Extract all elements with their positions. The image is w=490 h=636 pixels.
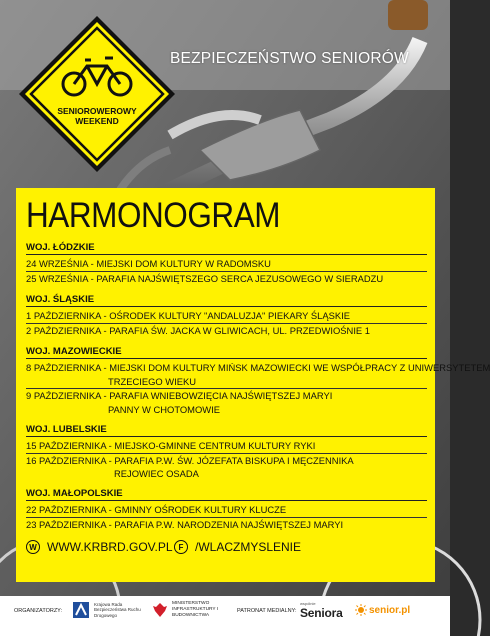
event-date: 23 PAŹDZIERNIKA	[26, 518, 107, 530]
senior-pl-text: senior.pl	[369, 604, 411, 616]
dash: -	[90, 258, 94, 269]
event-place-continued: PANNY W CHOTOMOWIE	[108, 403, 220, 415]
event-place: MIEJSKO-GMINNE CENTRUM KULTURY RYKI	[114, 440, 316, 451]
schedule-row	[26, 518, 427, 532]
dash: -	[103, 390, 107, 401]
dash: -	[103, 310, 107, 321]
schedule-row	[26, 389, 427, 403]
event-date: 8 PAŹDZIERNIKA	[26, 362, 101, 373]
region-section	[26, 294, 427, 337]
region-label: WOJ. MAZOWIECKIE	[26, 346, 427, 359]
event-place: GMINNY OŚRODEK KULTURY KLUCZE	[114, 504, 287, 515]
event-date: 22 PAŹDZIERNIKA	[26, 504, 107, 515]
event-place: PARAFIA P.W. ŚW. JÓZEFATA BISKUPA I MĘCZENNIKA	[114, 454, 354, 466]
region-label: WOJ. MAŁOPOLSKIE	[26, 488, 427, 501]
seniora-logo	[300, 601, 343, 620]
event-place: PARAFIA ŚW. JACKA W GLIWICACH, UL. PRZEDWIOŚNIE 1	[109, 324, 370, 336]
event-place: MIEJSKI DOM KULTURY W RADOMSKU	[96, 258, 271, 269]
region-section	[26, 346, 490, 416]
header-title: BEZPIECZEŃSTWO SENIORÓW	[170, 50, 409, 67]
event-date: 25 WRZEŚNIA	[26, 272, 88, 284]
event-date: 16 PAŹDZIERNIKA	[26, 454, 107, 466]
website-link[interactable]	[26, 540, 173, 554]
schedule-panel	[16, 188, 490, 582]
senior-pl-logo	[355, 604, 410, 616]
event-date: 24 WRZEŚNIA	[26, 258, 88, 269]
facebook-icon: F	[174, 540, 188, 554]
event-date: 15 PAŹDZIERNIKA	[26, 440, 107, 451]
event-place: PARAFIA NAJŚWIĘTSZEGO SERCA JEZUSOWEGO W SIERADZU	[96, 272, 384, 284]
schedule-row	[26, 309, 427, 324]
links-bar	[24, 540, 424, 564]
warning-sign	[17, 14, 177, 174]
region-section	[26, 242, 427, 285]
event-place: PARAFIA P.W. NARODZENIA NAJŚWIĘTSZEJ MARYI	[114, 518, 344, 530]
schedule-row	[26, 272, 427, 286]
region-label: WOJ. ŚLĄSKIE	[26, 294, 427, 307]
patronage-label: PATRONAT MEDIALNY:	[237, 608, 297, 614]
sign-line1: SENIOROWEROWY	[57, 106, 137, 116]
region-label: WOJ. LUBELSKIE	[26, 424, 427, 437]
www-icon: W	[26, 540, 40, 554]
ministry-text: MINISTERSTWO INFRASTRUKTURY I BUDOWNICTWA	[172, 601, 219, 618]
footer	[0, 596, 450, 636]
ministry-logo	[152, 601, 234, 619]
event-place: MIEJSKI DOM KULTURY MIŃSK MAZOWIECKI WE WSPÓŁPRACY Z UNIWERSYTETEM	[109, 362, 490, 373]
event-place-continued: TRZECIEGO WIEKU	[26, 375, 427, 390]
region-section	[26, 424, 427, 481]
organizers-label: ORGANIZATORZY:	[14, 608, 63, 614]
region-label: WOJ. ŁÓDZKIE	[26, 242, 427, 255]
sun-icon	[355, 604, 367, 616]
schedule-title: HARMONOGRAM	[26, 196, 281, 235]
schedule-row	[26, 361, 490, 375]
dash: -	[108, 454, 112, 466]
schedule-row	[26, 503, 427, 518]
event-date: 2 PAŹDZIERNIKA	[26, 324, 101, 336]
event-date: 1 PAŹDZIERNIKA	[26, 310, 101, 321]
schedule-row	[26, 439, 427, 454]
event-place-continued: REJOWIEC OSADA	[114, 468, 199, 479]
seniora-small-text: wspólnie	[300, 601, 316, 606]
facebook-link[interactable]	[174, 540, 301, 554]
dash: -	[90, 272, 94, 284]
event-date: 9 PAŹDZIERNIKA	[26, 390, 101, 401]
sign-line2: WEEKEND	[75, 116, 119, 126]
krbrd-icon	[72, 601, 90, 619]
dash: -	[108, 440, 112, 451]
dash: -	[108, 504, 112, 515]
region-section	[26, 488, 427, 531]
krbrd-text: Krajowa Rada Bezpieczeństwa Ruchu Drogowego	[94, 601, 141, 618]
warning-sign-graphic	[17, 14, 177, 174]
schedule-row	[26, 454, 427, 468]
eagle-emblem-icon	[152, 601, 168, 619]
seniora-text: Seniora	[300, 606, 343, 620]
schedule-row	[26, 324, 427, 338]
dash: -	[103, 324, 107, 336]
facebook-link-text: /WLACZMYSLENIE	[195, 540, 302, 554]
dash: -	[108, 518, 112, 530]
krbrd-logo	[72, 601, 152, 619]
website-link-text: WWW.KRBRD.GOV.PL	[47, 540, 173, 554]
dash: -	[103, 362, 107, 373]
event-place: PARAFIA WNIEBOWZIĘCIA NAJŚWIĘTSZEJ MARYI	[109, 390, 333, 401]
schedule-row	[26, 257, 427, 272]
event-place: OŚRODEK KULTURY "ANDALUZJA" PIEKARY ŚLĄSKIE	[109, 310, 350, 321]
